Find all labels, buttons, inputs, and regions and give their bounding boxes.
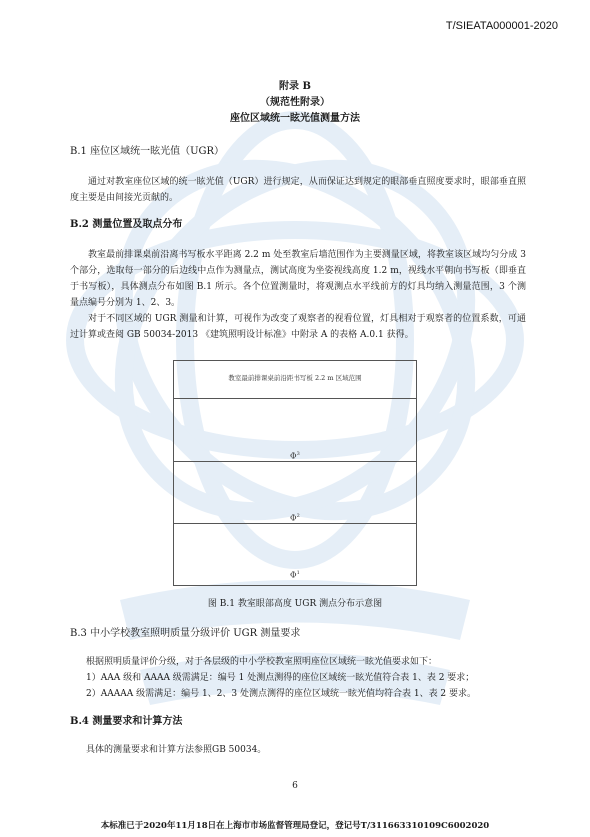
appendix-note: （规范性附录） [260, 97, 330, 108]
zone-2 [174, 462, 416, 524]
measure-point-1: $\Phi^1$ [290, 570, 300, 580]
section-b3-item-1: 1）AAA 级和 AAAA 级需满足：编号 1 处测点测得的座位区域统一眩光值符合表 1、表 2 要求； [86, 673, 475, 683]
section-b3-intro: 根据照明质量评价分级，对于各层级的中小学校教室照明座位区域统一眩光值要求如下： [86, 657, 438, 667]
section-b3-item-2: 2）AAAAA 级需满足：编号 1、2、3 处测点测得的座位区域统一眩光值均符合表 1、表 2 要求。 [86, 689, 477, 699]
measure-point-2: $\Phi^2$ [290, 513, 300, 523]
section-b3-heading: B.3 中小学校教室照明质量分级评价 UGR 测量要求 [70, 628, 301, 639]
measure-point-3: $\Phi^3$ [290, 451, 300, 461]
section-b1-paragraph: 通过对教室座位区域的统一眩光值（UGR）进行规定，从而保证达到规定的眼部垂直照度要求时，眼部垂直照度主要是由间接光贡献的。 [70, 177, 526, 203]
appendix-subtitle: 座位区域统一眩光值测量方法 [230, 113, 360, 124]
section-b2-heading: B.2 测量位置及取点分布 [70, 219, 183, 230]
document-code: T/SIEATA000001-2020 [445, 20, 558, 32]
section-b2-paragraph-2: 对于不同区域的 UGR 测量和计算，可视作为改变了观察者的视看位置，灯具相对于观察者的位置系数，可通过计算或查阅 GB 50034-2013 《建筑照明设计标准》中附录 A 的表格 A.0.1 获得。 [70, 314, 526, 340]
registration-footer: 本标准已于2020年11月18日在上海市市场监督管理局登记，登记号T/311663310109C6002020 [100, 821, 490, 831]
zone-1 [174, 524, 416, 585]
front-zone-label: 教室最前排课桌前沿距书写板 2.2 m 区域范围 [228, 374, 362, 382]
section-b4-heading: B.4 测量要求和计算方法 [70, 716, 183, 727]
figure-caption: 图 B.1 教室眼部高度 UGR 测点分布示意图 [207, 599, 383, 609]
zone-3 [174, 399, 416, 462]
section-b4-paragraph: 具体的测量要求和计算方法参照GB 50034。 [86, 745, 267, 755]
page-number: 6 [292, 781, 298, 791]
section-b2-paragraph-1: 教室最前排课桌前沿离书写板水平距离 2.2 m 处至教室后墙范围作为主要测量区域，将教室该区域均匀分成 3 个部分，选取每一部分的后边线中点作为测量点，测试高度为坐姿视线高度 1.2 m，视线水平朝向书写板（即垂直于书写板），具体测点分布如图 B.1 所示。各个位置测量时，将观测点水平线前方的灯具均纳入测量范围，3 个测量点编号分别为 1、2、3。 [70, 250, 526, 308]
front-zone [174, 361, 416, 399]
figure-b1-diagram [173, 360, 417, 586]
section-b1-heading: B.1 座位区域统一眩光值（UGR） [70, 146, 225, 157]
appendix-title: 附录 B [279, 81, 311, 92]
